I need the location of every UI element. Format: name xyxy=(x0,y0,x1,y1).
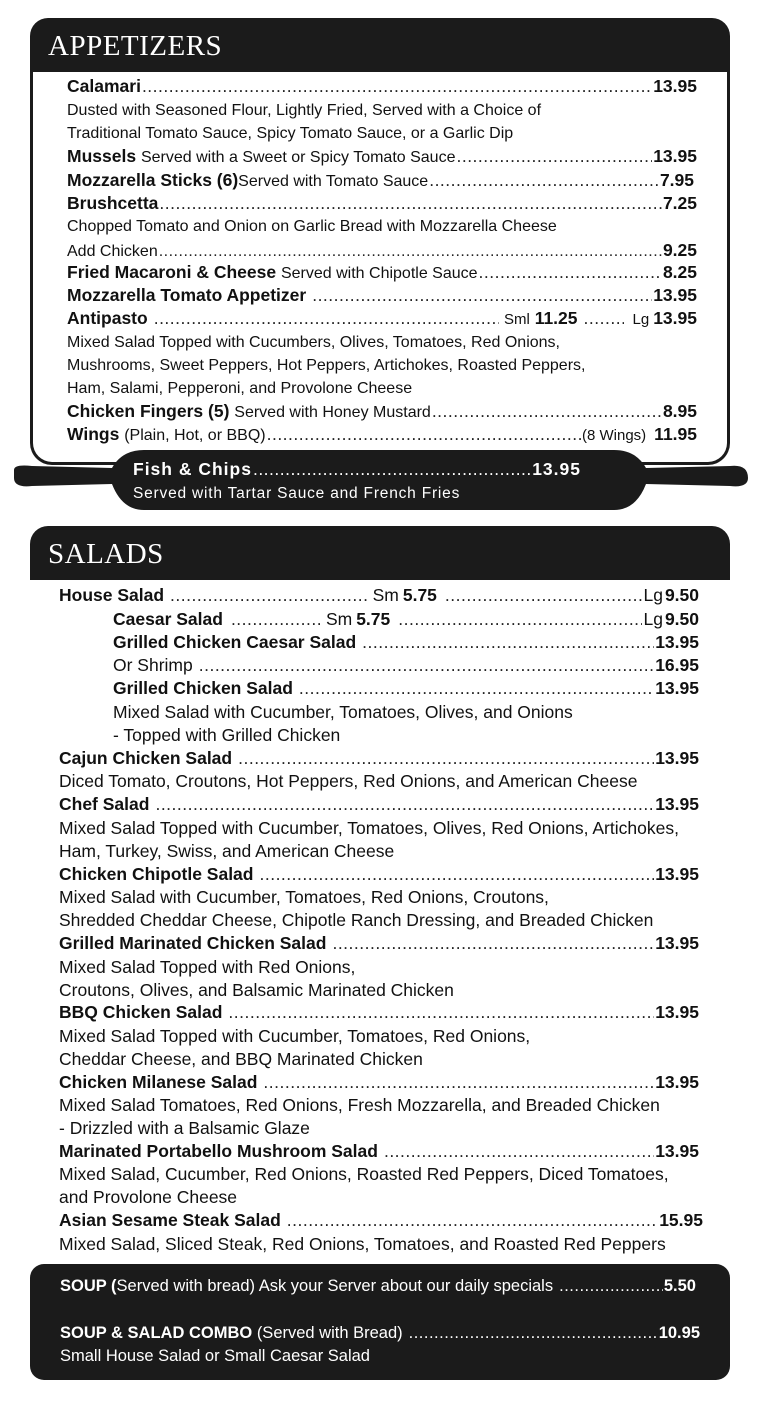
item-description: Mixed Salad Topped with Red Onions, xyxy=(59,957,356,977)
item-description: and Provolone Cheese xyxy=(59,1187,238,1207)
menu-item: BBQ Chicken Salad ..... 13.95 xyxy=(59,1004,699,1022)
item-description: Mixed Salad, Cucumber, Red Onions, Roasted Red Peppers, Diced Tomatoes, xyxy=(59,1164,669,1184)
item-description: Mixed Salad with Cucumber, Tomatoes, Red Onions, Croutons, xyxy=(59,887,549,907)
item-description: Mixed Salad with Cucumber, Tomatoes, Olives, and Onions xyxy=(113,702,573,722)
item-description: Mixed Salad Topped with Cucumber, Tomatoes, Red Onions, xyxy=(59,1026,531,1046)
soup-salad-combo-description: Small House Salad or Small Caesar Salad xyxy=(60,1347,370,1365)
menu-item: Brushcetta ..... 7.25 xyxy=(67,195,697,213)
appetizers-title: APPETIZERS xyxy=(48,30,223,62)
item-description: Mixed Salad Tomatoes, Red Onions, Fresh Mozzarella, and Breaded Chicken xyxy=(59,1095,660,1115)
menu-item: Add Chicken ..... 9.25 xyxy=(67,242,697,260)
menu-item: Cajun Chicken Salad ..... 13.95 xyxy=(59,750,699,768)
item-description: Ham, Salami, Pepperoni, and Provolone Cheese xyxy=(67,380,413,397)
soup-box xyxy=(30,1264,730,1380)
menu-item: Antipasto ..... Sml 11.25 ..... Lg 13.95 xyxy=(67,310,697,328)
item-description: Mixed Salad Topped with Cucumbers, Olives, Tomatoes, Red Onions, xyxy=(67,334,560,351)
soup-salad-combo-item: SOUP & SALAD COMBO (Served with Bread) ..... 10.95 xyxy=(60,1325,700,1342)
item-description: Mushrooms, Sweet Peppers, Hot Peppers, Artichokes, Roasted Peppers, xyxy=(67,357,586,374)
fish-chips-item: Fish & Chips ..... 13.95 xyxy=(133,461,581,479)
menu-item: Chicken Chipotle Salad ..... 13.95 xyxy=(59,866,699,884)
menu-item: Or Shrimp ..... 16.95 xyxy=(113,657,699,675)
menu-item: Calamari ..... 13.95 xyxy=(67,78,697,96)
item-description: Diced Tomato, Croutons, Hot Peppers, Red Onions, and American Cheese xyxy=(59,771,638,791)
item-description: Cheddar Cheese, and BBQ Marinated Chicken xyxy=(59,1049,423,1069)
menu-item: Grilled Marinated Chicken Salad ..... 13.95 xyxy=(59,935,699,953)
item-description: Mixed Salad, Sliced Steak, Red Onions, Tomatoes, and Roasted Red Peppers xyxy=(59,1234,666,1254)
soup-item: SOUP ( Served with bread) Ask your Server about our daily specials ..... 5.50 xyxy=(60,1278,696,1295)
menu-item: Fried Macaroni & Cheese Served with Chipotle Sauce ..... 8.25 xyxy=(67,264,697,282)
menu-item: Asian Sesame Steak Salad ..... 15.95 xyxy=(59,1212,703,1230)
item-description: Mixed Salad Topped with Cucumber, Tomatoes, Olives, Red Onions, Artichokes, xyxy=(59,818,679,838)
item-description: Croutons, Olives, and Balsamic Marinated Chicken xyxy=(59,980,454,1000)
item-description: Dusted with Seasoned Flour, Lightly Fried, Served with a Choice of xyxy=(67,102,542,119)
menu-item: House Salad ..... Sm 5.75 ..... Lg 9.50 xyxy=(59,587,699,605)
menu-item: Mozzarella Sticks (6) Served with Tomato Sauce ..... 7.95 xyxy=(67,172,694,190)
salads-header xyxy=(30,526,730,580)
fish-banner-shape xyxy=(14,448,748,514)
menu-item: Chef Salad ..... 13.95 xyxy=(59,796,699,814)
menu-item: Mussels Served with a Sweet or Spicy Tomato Sauce ..... 13.95 xyxy=(67,148,697,166)
item-description: Shredded Cheddar Cheese, Chipotle Ranch Dressing, and Breaded Chicken xyxy=(59,910,654,930)
menu-item: Caesar Salad ..... Sm 5.75 ..... Lg 9.50 xyxy=(113,611,699,629)
menu-item: Grilled Chicken Caesar Salad ..... 13.95 xyxy=(113,634,699,652)
item-description: Ham, Turkey, Swiss, and American Cheese xyxy=(59,841,395,861)
item-description: - Drizzled with a Balsamic Glaze xyxy=(59,1118,310,1138)
appetizers-header xyxy=(30,18,730,72)
item-description: Chopped Tomato and Onion on Garlic Bread with Mozzarella Cheese xyxy=(67,218,557,235)
menu-item: Grilled Chicken Salad ..... 13.95 xyxy=(113,680,699,698)
fish-chips-description: Served with Tartar Sauce and French Fries xyxy=(133,485,461,502)
item-description: Traditional Tomato Sauce, Spicy Tomato Sauce, or a Garlic Dip xyxy=(67,125,514,142)
menu-item: Marinated Portabello Mushroom Salad ..... 13.95 xyxy=(59,1143,699,1161)
salads-title: SALADS xyxy=(48,538,164,570)
menu-item: Wings (Plain, Hot, or BBQ) ..... (8 Wings) 11.95 xyxy=(67,426,697,444)
item-description: - Topped with Grilled Chicken xyxy=(113,725,341,745)
menu-item: Mozzarella Tomato Appetizer ..... 13.95 xyxy=(67,287,697,305)
menu-item: Chicken Fingers (5) Served with Honey Mustard ..... 8.95 xyxy=(67,403,697,421)
menu-item: Chicken Milanese Salad ..... 13.95 xyxy=(59,1074,699,1092)
